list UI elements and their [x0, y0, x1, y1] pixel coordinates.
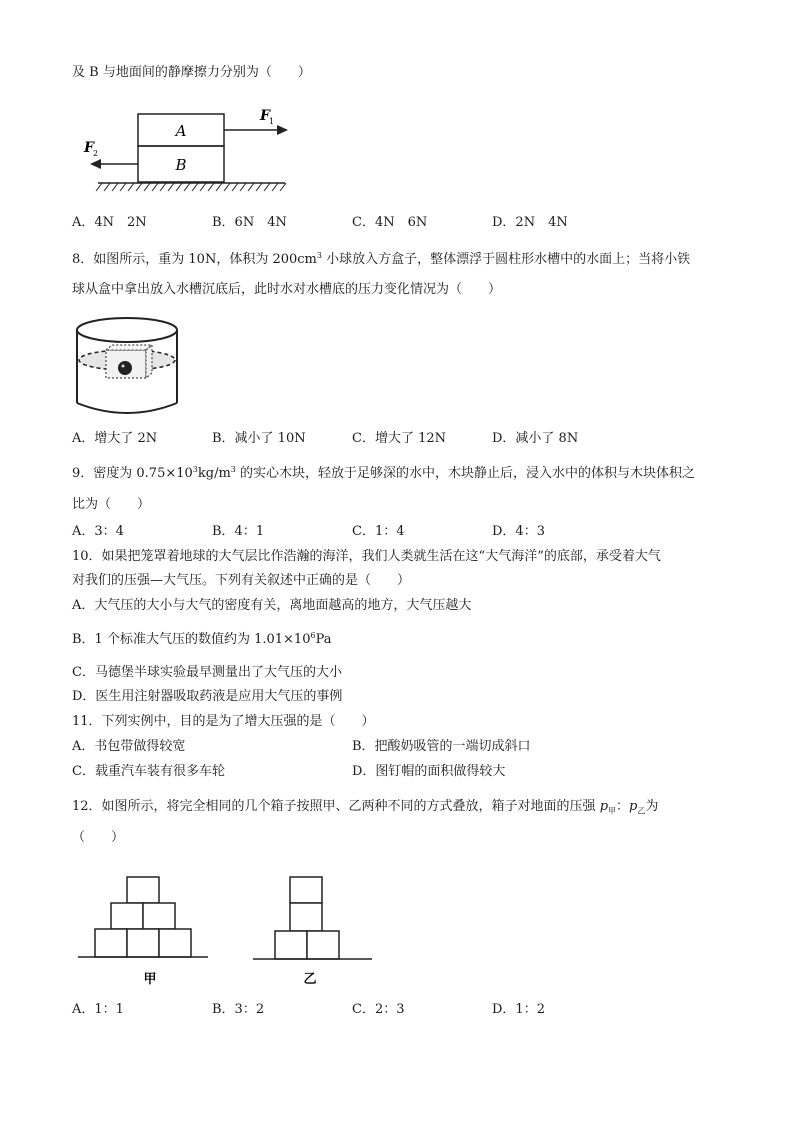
q9-unit: kg/m — [197, 466, 231, 481]
q10-stem-line2: 对我们的压强—大气压。下列有关叙述中正确的是（ ） — [72, 573, 411, 588]
q9-stem-line1 — [72, 465, 695, 483]
q12-option-d[interactable]: D．1：2 — [492, 1002, 545, 1017]
q8-option-c[interactable]: C．增大了 12N — [352, 431, 446, 446]
q7-figure — [80, 98, 295, 194]
q9-stem-line1-post: 的实心木块，轻放于足够深的水中，木块静止后，浸入水中的体积与木块体积之 — [235, 466, 696, 481]
q9-sup1: 3 — [192, 465, 198, 474]
q12-stem-line1 — [72, 798, 658, 821]
ground-hatching — [96, 183, 286, 191]
q12-option-a[interactable]: A．1：1 — [72, 1002, 124, 1017]
q8-stem-line1 — [72, 251, 690, 269]
q9-stem-line2: 比为（ ） — [72, 497, 151, 512]
force1-arrowhead — [277, 125, 288, 135]
q10-option-a[interactable]: A．大气压的大小与大气的密度有关，离地面越高的地方，大气压越大 — [72, 598, 472, 613]
force2-subscript: 2 — [93, 149, 99, 158]
q9-sup2: 3 — [230, 465, 236, 474]
q10-option-b[interactable] — [72, 631, 332, 649]
force1-label: F — [260, 108, 270, 124]
q12-ratio-sub1: 甲 — [608, 806, 617, 816]
q9-option-a[interactable]: A．3：4 — [72, 524, 124, 539]
q12-stem-pre: 12．如图所示，将完全相同的几个箱子按照甲、乙两种不同的方式叠放，箱子对地面的压强 — [72, 799, 600, 814]
q10-option-b-pre: B．1 个标准大气压的数值约为 1.01×10 — [72, 632, 311, 647]
q12-ratio-colon: ： — [616, 799, 630, 814]
q8-option-b[interactable]: B．减小了 10N — [212, 431, 306, 446]
box-top — [106, 345, 152, 350]
block-a-label: A — [175, 122, 187, 140]
q10-stem-line1: 10．如果把笼罩着地球的大气层比作浩瀚的海洋，我们人类就生活在这“大气海洋”的底部，承受着大气 — [72, 549, 661, 564]
q8-option-a[interactable]: A．增大了 2N — [72, 431, 158, 446]
q12-figure — [72, 870, 382, 992]
tank-top — [77, 318, 177, 342]
q8-figure — [74, 308, 184, 418]
box-side — [146, 345, 152, 378]
force1-subscript: 1 — [269, 117, 275, 126]
q12-ratio-sub2: 乙 — [637, 806, 646, 816]
tank-bottom — [77, 403, 177, 413]
q10-option-b-sup: 6 — [310, 631, 316, 640]
q11-option-c[interactable]: C．载重汽车装有很多车轮 — [72, 764, 225, 779]
q11-option-a[interactable]: A．书包带做得较宽 — [72, 739, 186, 754]
q9-stem-line1-pre: 9．密度为 0.75×10 — [72, 466, 193, 481]
q7-option-a[interactable]: A．4N 2N — [72, 215, 147, 230]
q8-stem-line1-sup: 3 — [316, 251, 322, 260]
q11-option-b[interactable]: B．把酸奶吸管的一端切成斜口 — [352, 739, 531, 754]
q8-stem-line1-post: 小球放入方盒子，整体漂浮于圆柱形水槽中的水面上；当将小铁 — [321, 252, 691, 267]
q10-option-b-post: Pa — [315, 632, 332, 647]
iron-ball — [118, 361, 132, 375]
q8-option-d[interactable]: D．减小了 8N — [492, 431, 579, 446]
q8-stem-line1-pre: 8．如图所示，重为 10N，体积为 200cm — [72, 252, 317, 267]
iron-ball-highlight — [122, 365, 125, 368]
q12-ratio-p2: p — [629, 799, 638, 814]
q7-option-b[interactable]: B．6N 4N — [212, 215, 287, 230]
q7-option-c[interactable]: C．4N 6N — [352, 215, 428, 230]
q9-option-c[interactable]: C．1：4 — [352, 524, 405, 539]
q9-option-b[interactable]: B．4：1 — [212, 524, 265, 539]
q12-stem-post: 为 — [645, 799, 659, 814]
q8-stem-line2: 球从盒中拿出放入水槽沉底后，此时水对水槽底的压力变化情况为（ ） — [72, 282, 502, 297]
q12-option-c[interactable]: C．2：3 — [352, 1002, 405, 1017]
q11-stem: 11．下列实例中，目的是为了增大压强的是（ ） — [72, 714, 375, 729]
q10-option-d[interactable]: D．医生用注射器吸取药液是应用大气压的事例 — [72, 689, 343, 704]
q7-option-d[interactable]: D．2N 4N — [492, 215, 568, 230]
q10-option-c[interactable]: C．马德堡半球实验最早测量出了大气压的大小 — [72, 665, 342, 680]
label-yi: 乙 — [303, 972, 317, 987]
q12-ratio-p1: p — [599, 799, 609, 814]
stack-yi — [275, 877, 339, 959]
q9-option-d[interactable]: D．4：3 — [492, 524, 545, 539]
force2-arrowhead — [90, 159, 101, 169]
force2-label: F — [84, 140, 94, 156]
block-b-label: B — [175, 156, 187, 174]
q12-option-b[interactable]: B．3：2 — [212, 1002, 265, 1017]
q11-option-d[interactable]: D．图钉帽的面积做得较大 — [352, 764, 506, 779]
q12-stem-line2: （ ） — [72, 830, 125, 845]
q7-stem: 及 B 与地面间的静摩擦力分别为（ ） — [72, 65, 311, 80]
stack-jia — [95, 877, 191, 957]
label-jia: 甲 — [143, 972, 157, 987]
